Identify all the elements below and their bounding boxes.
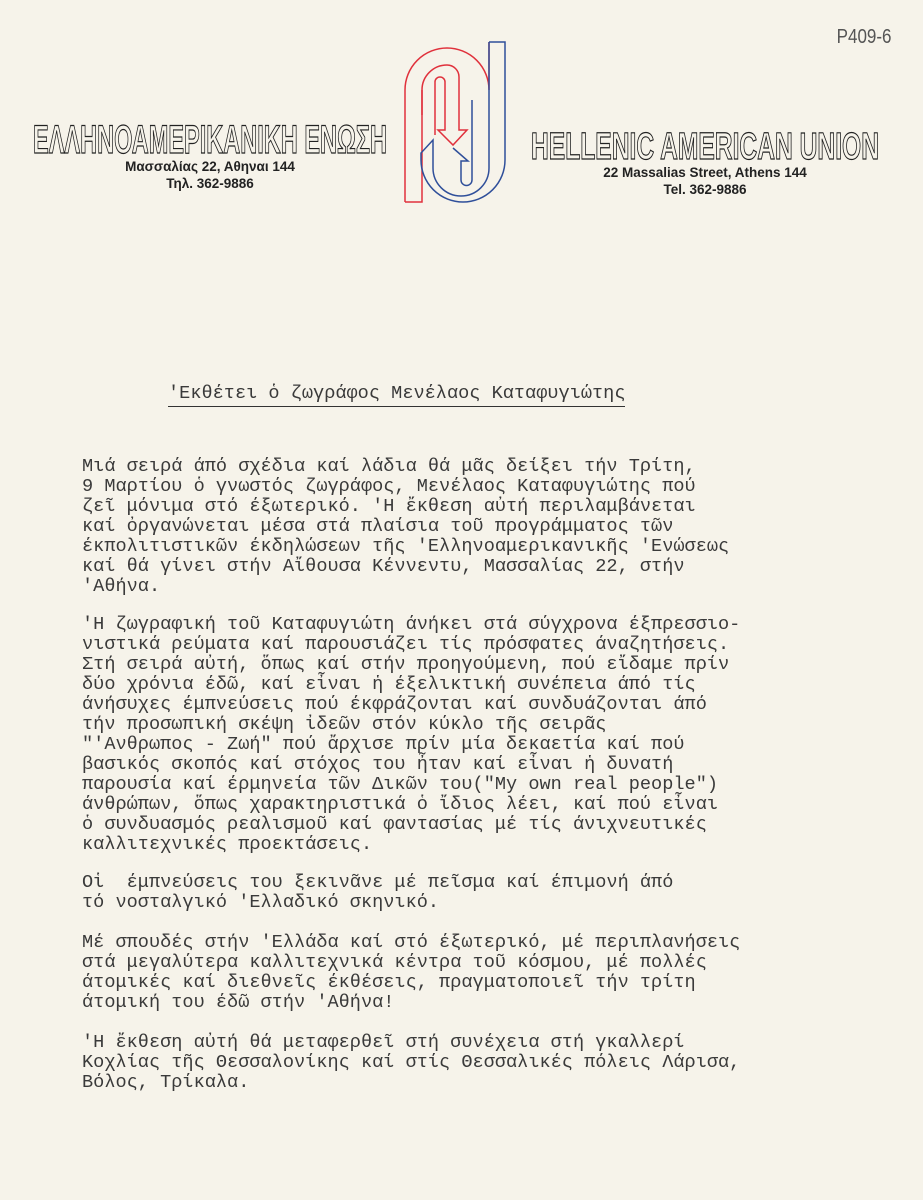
hau-logo [405, 40, 515, 205]
text-line: Μέ σπουδές στήν 'Ελλάδα καί στό έξωτερικό, μέ περιπλανήσεις [82, 932, 741, 953]
text-line: ὁ συνδυασμός ρεαλισμοῦ καί φαντασίας μέ τίς άνιχνευτικές [82, 814, 707, 835]
text-line: ζεῖ μόνιμα στό έξωτερικό. 'Η ἔκθεση αὐτή περιλαμβάνεται [82, 496, 696, 517]
text-line: καλλιτεχνικές προεκτάσεις. [82, 834, 373, 855]
greek-address-block [100, 158, 320, 192]
archive-reference-note: P409-6 [836, 26, 891, 48]
text-line: Βόλος, Τρίκαλα. [82, 1072, 250, 1093]
letter-body [82, 457, 902, 1111]
text-line: δύο χρόνια έδῶ, καί εἶναι ἡ έξελικτική συνέπεια άπό τίς [82, 674, 696, 695]
text-line: καί ὀργανώνεται μέσα στά πλαίσια τοῦ προγράμματος τῶν [82, 516, 674, 537]
text-line: 'Αθήνα. [82, 576, 161, 597]
text-line: τήν προσωπική σκέψη ἰδεῶν στόν κύκλο τῆς σειρᾶς [82, 714, 607, 735]
text-line: τό νοσταλγικό 'Ελλαδικό σκηνικό. [82, 892, 440, 913]
greek-address: Μασσαλίας 22, Αθηναι 144 [125, 159, 295, 174]
greek-phone: Τηλ. 362-9886 [166, 176, 254, 191]
text-line: Στή σειρά αὐτή, ὅπως καί στήν προηγούμενη, πού εἴδαμε πρίν [82, 654, 730, 675]
text-line: άνθρώπων, ὅπως χαρακτηριστικά ὁ ἴδιος λέει, καί πού εἶναι [82, 794, 719, 815]
text-line: βασικός σκοπός καί στόχος του ἦταν καί εἶναι ἡ δυνατή [82, 754, 674, 775]
text-line: 'Η ζωγραφική τοῦ Καταφυγιώτη άνήκει στά σύγχρονα έξπρεσσιο- [82, 614, 741, 635]
text-line: Κοχλίας τῆς Θεσσαλονίκης καί στίς Θεσσαλικές πόλεις Λάρισα, [82, 1052, 741, 1073]
svg-text:ΕΛΛΗΝΟΑΜΕΡΙΚΑΝΙΚΗ ΕΝΩΣΗ: ΕΛΛΗΝΟΑΜΕΡΙΚΑΝΙΚΗ ΕΝΩΣΗ [33, 118, 387, 162]
svg-text:HELLENIC AMERICAN UNION: HELLENIC AMERICAN UNION [531, 126, 879, 168]
text-line: καί θά γίνει στήν Αἴθουσα Κέννεντυ, Μασσαλίας 22, στήν [82, 556, 685, 577]
text-line: 'Η ἔκθεση αὐτή θά μεταφερθεῖ στή συνέχεια στή γκαλλερί [82, 1032, 685, 1053]
paragraph-5 [82, 1033, 902, 1093]
paragraph-1 [82, 457, 902, 597]
english-organization-name [529, 126, 881, 168]
english-address: 22 Massalias Street, Athens 144 [603, 165, 807, 180]
paragraph-3 [82, 873, 902, 913]
text-line: νιστικά ρεύματα καί παρουσιάζει τίς πρόσφατες άναζητήσεις. [82, 634, 730, 655]
text-line: παρουσία καί έρμηνεία τῶν Δικῶν του("My own real people") [82, 774, 719, 795]
text-line: Οἱ έμπνεύσεις του ξεκινᾶνε μέ πεῖσμα καί έπιμονή άπό [82, 872, 674, 893]
document-title: 'Εκθέτει ὁ ζωγράφος Μενέλαος Καταφυγιώτης [168, 383, 625, 407]
paragraph-2 [82, 615, 902, 855]
text-line: Μιά σειρά άπό σχέδια καί λάδια θά μᾶς δείξει τήν Τρίτη, [82, 456, 696, 477]
english-phone: Tel. 362-9886 [663, 182, 747, 197]
greek-organization-name [31, 118, 391, 162]
text-line: άτομικές καί διεθνεῖς έκθέσεις, πραγματοποιεῖ τήν τρίτη [82, 972, 696, 993]
text-line: έκπολιτιστικῶν έκδηλώσεων τῆς 'Ελληνοαμερικανικῆς 'Ενώσεως [82, 536, 730, 557]
text-line: άτομική του έδῶ στήν 'Αθήνα! [82, 992, 395, 1013]
text-line: στά μεγαλύτερα καλλιτεχνικά κέντρα τοῦ κόσμου, μέ πολλές [82, 952, 707, 973]
text-line: "'Ανθρωπος - Ζωή" πού ἄρχισε πρίν μία δεκαετία καί πού [82, 734, 685, 755]
text-line: 9 Μαρτίου ὁ γνωστός ζωγράφος, Μενέλαος Καταφυγιώτης πού [82, 476, 696, 497]
text-line: άνήσυχες έμπνεύσεις πού έκφράζονται καί συνδυάζονται άπό [82, 694, 707, 715]
paragraph-4 [82, 933, 902, 1013]
english-address-block [575, 164, 835, 198]
